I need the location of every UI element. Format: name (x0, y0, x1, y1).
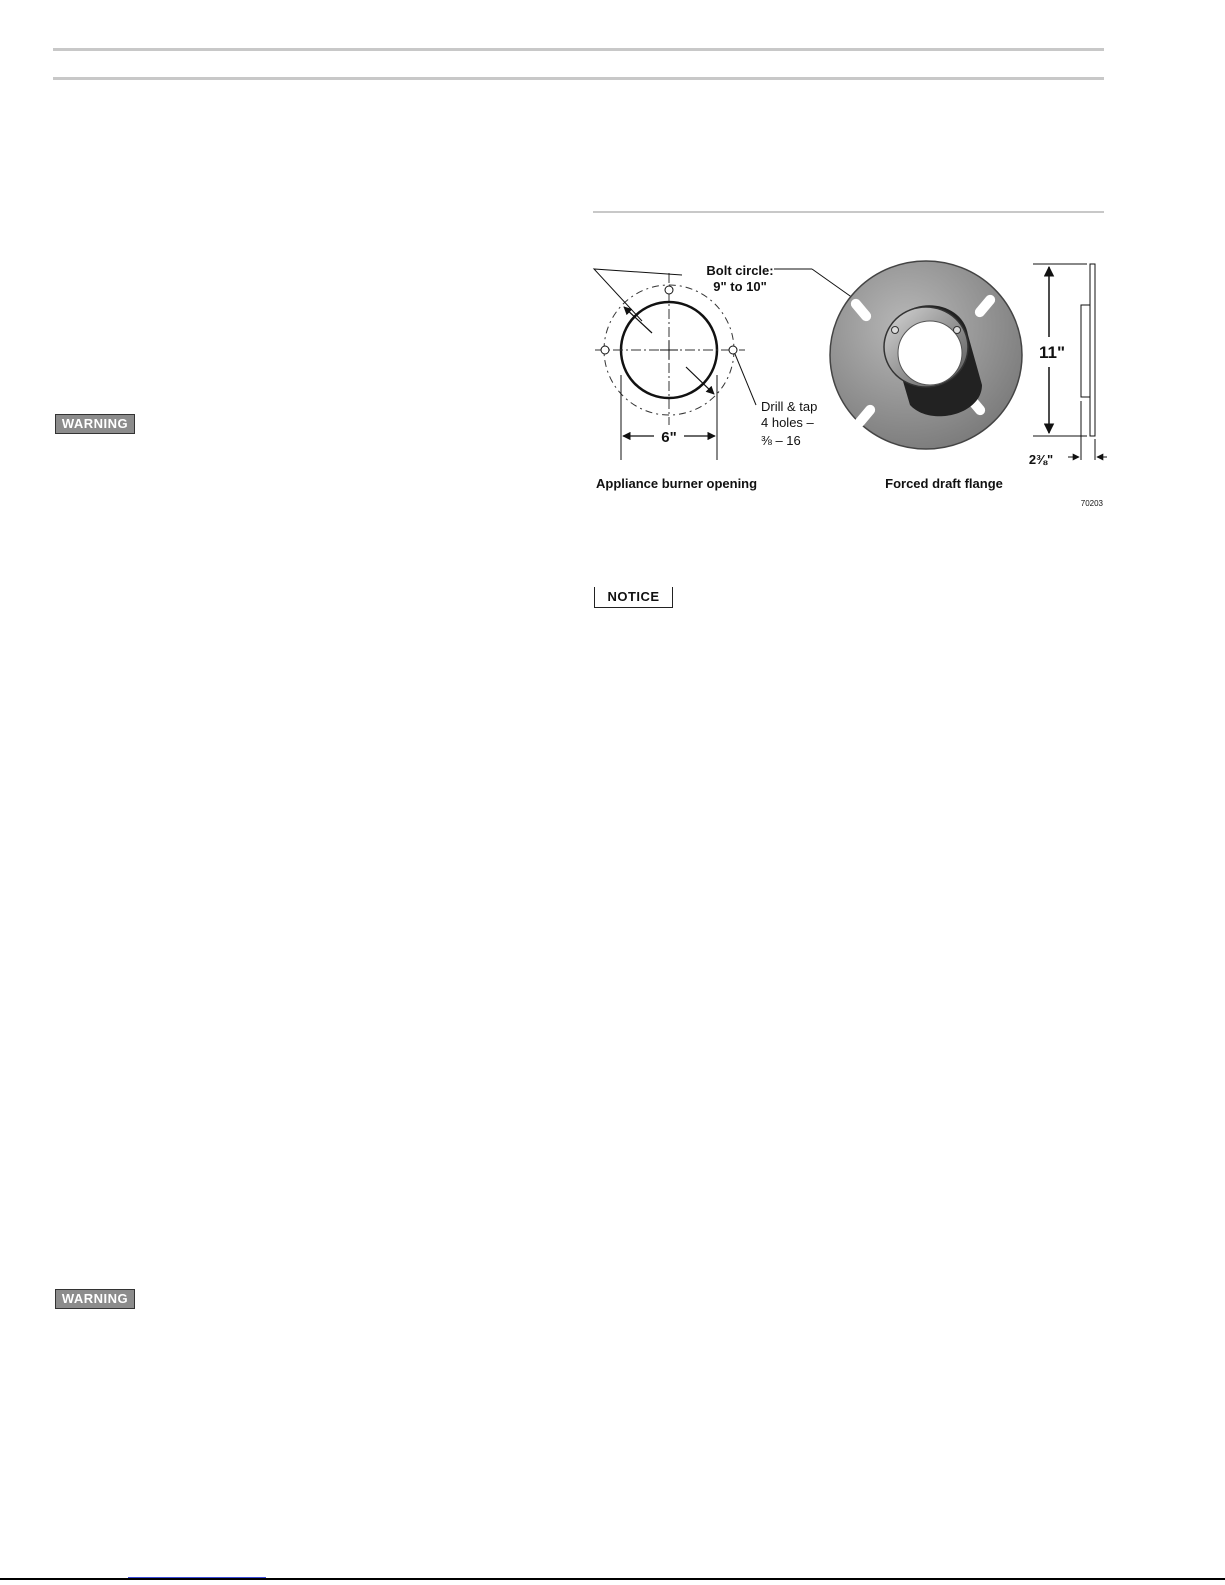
warning-badge: WARNING (55, 414, 135, 434)
bolt-hole-right (729, 346, 737, 354)
burner-flange-figure (590, 255, 1110, 515)
flange-side-profile (1033, 264, 1107, 460)
footer-rule (0, 1578, 1225, 1580)
caption-forced-draft-flange: Forced draft flange (885, 476, 1003, 491)
caption-burner-opening: Appliance burner opening (596, 476, 758, 491)
bolt-circle-label-1: Bolt circle: (706, 263, 774, 278)
forced-draft-flange-drawing (830, 261, 1022, 449)
depth-dimension-label: 2⅜" (1028, 452, 1054, 467)
burner-opening-drawing (594, 269, 860, 460)
figure-top-rule (593, 211, 1104, 213)
bolt-hole-left (601, 346, 609, 354)
drill-label-1: Drill & tap (761, 399, 818, 414)
warning-badge-2: WARNING (55, 1289, 135, 1309)
height-dimension-label: 11" (1038, 343, 1066, 362)
bolt-circle-label-2: 9" to 10" (713, 279, 767, 294)
opening-diameter-label: 6" (661, 429, 677, 446)
drill-label-3: ⅜ – 16 (761, 433, 801, 448)
figure-number: 70203 (1080, 499, 1103, 508)
bolt-hole-top (665, 286, 673, 294)
header-rule-top (53, 48, 1104, 51)
drill-label-2: 4 holes – (761, 415, 814, 430)
header-rule-bottom (53, 77, 1104, 80)
notice-badge: NOTICE (594, 587, 673, 608)
